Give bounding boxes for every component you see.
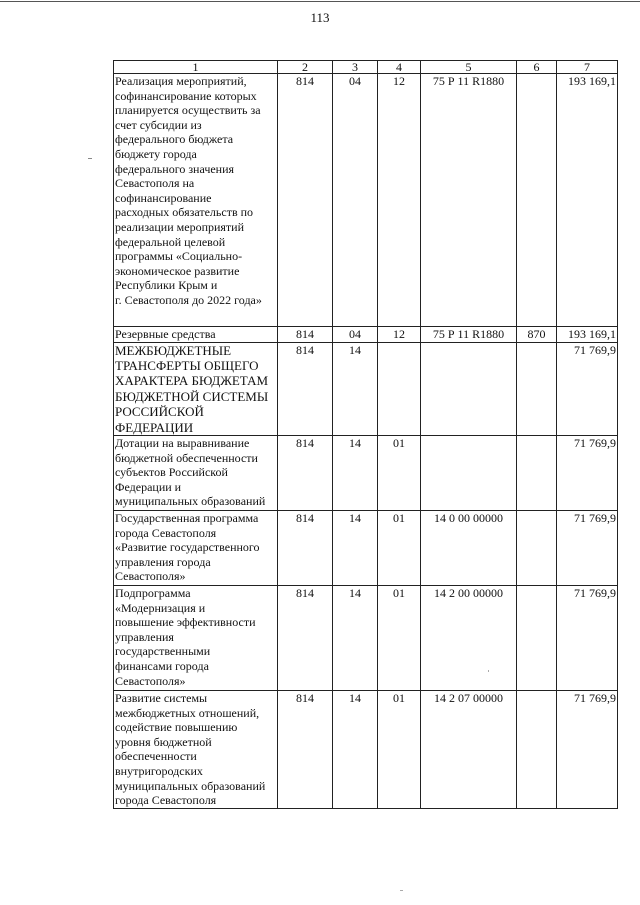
amount-cell: 71 769,9: [557, 586, 618, 691]
item-name-line: расходных обязательств по: [115, 205, 254, 220]
item-name-line: Севастополя»: [115, 569, 186, 584]
ministry-code-cell: 814: [278, 436, 333, 511]
column-header: 2: [278, 61, 333, 74]
item-name-line: Севастополя»: [115, 673, 186, 688]
item-name-line: планируется осуществить за: [115, 103, 261, 118]
item-name-line: управления: [115, 629, 174, 644]
item-name-line: Республики Крым и: [115, 278, 218, 293]
item-name-line: реализации мероприятий: [115, 219, 245, 234]
item-name-line: федеральной целевой: [115, 234, 226, 249]
page-number: 113: [310, 10, 330, 25]
item-name-cell: [114, 342, 278, 435]
item-name-cell: [114, 74, 278, 327]
section-code-cell: 14: [333, 586, 378, 691]
item-name-cell: [114, 436, 278, 511]
target-article-cell: 75 Р 11 R1880: [421, 327, 517, 343]
table-row: [114, 327, 618, 343]
expense-type-cell: [517, 511, 557, 586]
subsection-code-cell: 01: [378, 586, 421, 691]
item-name-line: федерального бюджета: [115, 132, 234, 147]
target-article-cell: [421, 436, 517, 511]
budget-table: [113, 60, 618, 809]
item-name-line: софинансирование которых: [115, 88, 257, 103]
item-name-line: города Севастополя: [115, 793, 217, 808]
item-name-line: БЮДЖЕТНОЙ СИСТЕМЫ: [115, 388, 269, 404]
item-name-cell: [114, 586, 278, 691]
ministry-code-cell: 814: [278, 327, 333, 343]
item-name-line: Севастополя на: [115, 176, 195, 191]
amount-cell: 193 169,1: [557, 327, 618, 343]
column-header: 1: [114, 61, 278, 74]
item-name-line: содействие повышению: [115, 720, 238, 735]
item-name-line: Развитие системы: [115, 691, 208, 706]
item-name-line: Подпрограмма: [115, 586, 191, 601]
item-name-line: Федерации и: [115, 479, 182, 494]
section-code-cell: 14: [333, 342, 378, 435]
section-code-cell: 14: [333, 691, 378, 809]
item-name-line: Реализация мероприятий,: [115, 74, 247, 88]
ministry-code-cell: 814: [278, 586, 333, 691]
item-name-cell: [114, 691, 278, 809]
item-name-line: муниципальных образований: [115, 494, 266, 509]
subsection-code-cell: 01: [378, 691, 421, 809]
amount-cell: 71 769,9: [557, 342, 618, 435]
target-article-cell: [421, 342, 517, 435]
section-code-cell: 14: [333, 436, 378, 511]
item-name-line: города Севастополя: [115, 525, 217, 540]
amount-cell: 71 769,9: [557, 691, 618, 809]
item-name-line: муниципальных образований: [115, 778, 266, 793]
item-name-line: «Модернизация и: [115, 600, 206, 615]
item-name-cell: [114, 327, 278, 343]
item-name-line: субъектов Российской: [115, 465, 228, 480]
ministry-code-cell: 814: [278, 691, 333, 809]
ministry-code-cell: 814: [278, 511, 333, 586]
table-row: [114, 586, 618, 691]
subsection-code-cell: 12: [378, 327, 421, 343]
item-name-line: «Развитие государственного: [115, 540, 260, 555]
item-name-line: РОССИЙСКОЙ: [115, 404, 204, 420]
column-header: 6: [517, 61, 557, 74]
ministry-code-cell: 814: [278, 342, 333, 435]
item-name-line: бюджетной обеспеченности: [115, 450, 258, 465]
column-header: 5: [421, 61, 517, 74]
item-name-line: Государственная программа: [115, 511, 259, 526]
subsection-code-cell: 01: [378, 511, 421, 586]
item-name-line: финансами города: [115, 659, 209, 673]
target-article-cell: 14 2 07 00000: [421, 691, 517, 809]
page-top-edge: [0, 1, 640, 2]
table-row: [114, 342, 618, 435]
expense-type-cell: [517, 436, 557, 511]
item-name-line: повышение эффективности: [115, 615, 256, 630]
item-name-line: программы «Социально-: [115, 249, 243, 264]
section-code-cell: 14: [333, 511, 378, 586]
item-name-line: счет субсидии из: [115, 117, 202, 132]
item-name-line: ХАРАКТЕРА БЮДЖЕТАМ: [115, 373, 269, 389]
item-name-line: бюджету города: [115, 146, 197, 161]
margin-mark: [88, 158, 92, 159]
item-name-line: государственными: [115, 644, 211, 659]
subsection-code-cell: [378, 342, 421, 435]
item-name-line: софинансирование: [115, 190, 212, 205]
table-row: [114, 74, 618, 327]
section-code-cell: 04: [333, 327, 378, 343]
item-name-line: Резервные средства: [115, 327, 216, 341]
item-name-line: г. Севастополя до 2022 года»: [115, 292, 262, 307]
target-article-cell: 14 0 00 00000: [421, 511, 517, 586]
table-row: [114, 691, 618, 809]
expense-type-cell: [517, 691, 557, 809]
target-article-cell: 75 Р 11 R1880: [421, 74, 517, 327]
table-row: [114, 511, 618, 586]
column-header: 7: [557, 61, 618, 74]
subsection-code-cell: 01: [378, 436, 421, 511]
item-name-line: внутригородских: [115, 764, 203, 778]
expense-type-cell: [517, 342, 557, 435]
item-name-line: ФЕДЕРАЦИИ: [115, 419, 194, 435]
expense-type-cell: [517, 586, 557, 691]
scan-speck: [400, 890, 403, 891]
item-name-line: уровня бюджетной: [115, 734, 212, 749]
item-name-line: МЕЖБЮДЖЕТНЫЕ: [115, 342, 232, 358]
item-name-line: межбюджетных отношений,: [115, 705, 260, 720]
item-name-cell: [114, 511, 278, 586]
amount-cell: 71 769,9: [557, 511, 618, 586]
item-name-line: федерального значения: [115, 161, 235, 176]
amount-cell: 193 169,1: [557, 74, 618, 327]
table-header-row: [114, 61, 618, 74]
section-code-cell: 04: [333, 74, 378, 327]
item-name-line: управления города: [115, 554, 211, 569]
item-name-line: обеспеченности: [115, 749, 197, 764]
column-header: 4: [378, 61, 421, 74]
expense-type-cell: [517, 74, 557, 327]
ministry-code-cell: 814: [278, 74, 333, 327]
column-header: 3: [333, 61, 378, 74]
target-article-cell: 14 2 00 00000: [421, 586, 517, 691]
item-name-line: ТРАНСФЕРТЫ ОБЩЕГО: [115, 358, 259, 373]
table-row: [114, 436, 618, 511]
item-name-line: экономическое развитие: [115, 263, 240, 278]
amount-cell: 71 769,9: [557, 436, 618, 511]
subsection-code-cell: 12: [378, 74, 421, 327]
item-name-line: Дотации на выравнивание: [115, 436, 250, 451]
expense-type-cell: 870: [517, 327, 557, 343]
